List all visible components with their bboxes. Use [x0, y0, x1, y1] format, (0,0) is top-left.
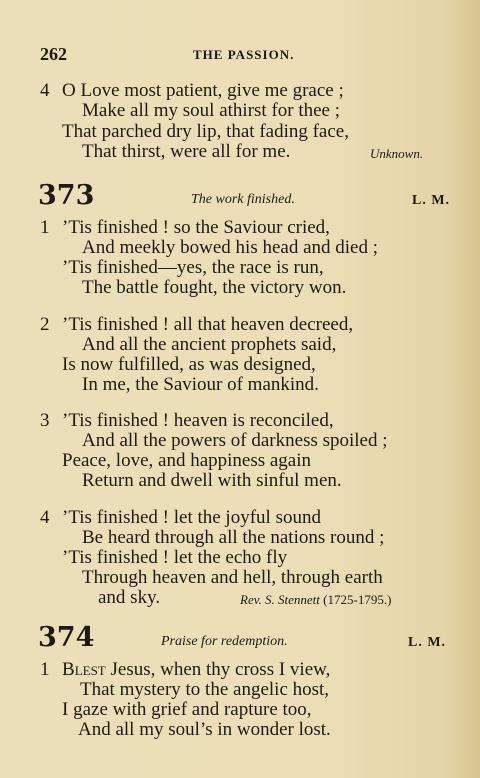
verse-line: ’Tis finished ! let the joyful sound	[62, 507, 321, 528]
verse-line: Make all my soul athirst for thee ;	[82, 100, 341, 121]
verse-line: The battle fought, the victory won.	[82, 277, 347, 298]
verse-line: ’Tis finished—yes, the race is run,	[62, 257, 324, 278]
verse-line: Peace, love, and happiness again	[62, 450, 312, 471]
running-title: THE PASSION.	[193, 47, 295, 62]
verse-line: That thirst, were all for me.	[82, 141, 291, 162]
page-number: 262	[40, 44, 67, 64]
drop-cap: B	[62, 659, 75, 680]
author-dates: (1725-1795.)	[323, 592, 392, 607]
verse-line: ’Tis finished ! heaven is reconciled,	[62, 410, 334, 431]
verse-line: Be heard through all the nations round ;	[82, 527, 385, 548]
stanza-number: 4	[40, 80, 50, 101]
small-caps-word: lest	[74, 659, 106, 680]
verse-line-rest: Jesus, when thy cross I view,	[105, 659, 331, 680]
verse-line: And meekly bowed his head and died ;	[82, 237, 379, 258]
verse-line: Is now fulfilled, as was designed,	[62, 354, 316, 375]
verse-line: That mystery to the angelic host,	[80, 679, 330, 700]
verse-line: In me, the Saviour of mankind.	[82, 374, 319, 395]
stanza-number: 4	[40, 507, 50, 528]
stanza-number: 1	[40, 217, 50, 238]
verse-line: I gaze with grief and rapture too,	[62, 699, 312, 720]
verse-line: Return and dwell with sinful men.	[82, 470, 342, 491]
hymn-title: Praise for redemption.	[161, 634, 288, 649]
verse-line: ’Tis finished ! all that heaven decreed,	[62, 314, 354, 335]
verse-line: ’Tis finished ! let the echo fly	[62, 547, 288, 568]
author-name: Rev. S. Stennett	[240, 592, 320, 607]
verse-line-first	[62, 660, 330, 680]
hymn-meter: L. M.	[408, 635, 447, 650]
verse-line: Through heaven and hell, through earth	[82, 567, 383, 588]
author-attribution	[240, 592, 391, 608]
verse-line: ’Tis finished ! so the Saviour cried,	[62, 217, 330, 238]
stanza-number: 2	[40, 314, 50, 335]
verse-line: And all the powers of darkness spoiled ;	[82, 430, 388, 451]
author-attribution: Unknown.	[370, 146, 424, 161]
verse-line: And all my soul’s in wonder lost.	[78, 719, 331, 740]
verse-line: and sky.	[98, 587, 161, 608]
hymn-meter: L. M.	[412, 193, 451, 208]
stanza-number: 3	[40, 410, 50, 431]
stanza-number: 1	[40, 659, 50, 680]
verse-line: That parched dry lip, that fading face,	[62, 121, 349, 142]
verse-line: And all the ancient prophets said,	[82, 334, 337, 355]
hymn-number: 374	[38, 622, 95, 653]
hymn-number: 373	[38, 180, 95, 211]
hymn-title: The work finished.	[191, 192, 295, 207]
verse-line: O Love most patient, give me grace ;	[62, 80, 344, 101]
